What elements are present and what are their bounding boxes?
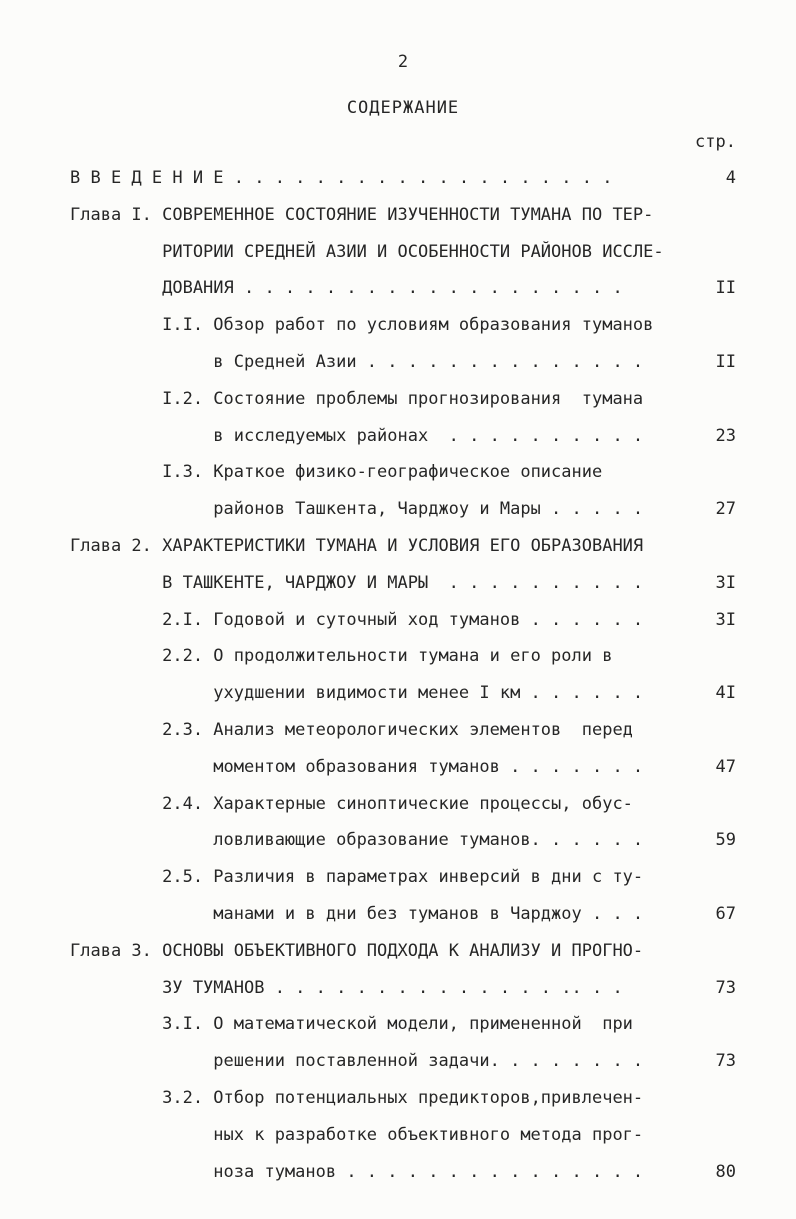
- toc-line: [70, 675, 736, 712]
- toc-line: [70, 344, 736, 381]
- toc-entry-text: 3.2. Отбор потенциальных предикторов,привлечен-: [162, 1087, 644, 1108]
- page-title: СОДЕРЖАНИЕ: [346, 98, 460, 118]
- toc-entry-text: В ТАШКЕНТЕ, ЧАРДЖОУ И МАРЫ . . . . . . . . . .: [162, 572, 644, 593]
- toc-entry-text: Глава 2. ХАРАКТЕРИСТИКИ ТУМАНА И УСЛОВИЯ ЕГО ОБРАЗОВАНИЯ: [70, 535, 644, 556]
- toc-line: [70, 933, 736, 970]
- toc-list: [70, 160, 736, 1190]
- toc-entry-text: Глава I. СОВРЕМЕННОЕ СОСТОЯНИЕ ИЗУЧЕННОСТИ ТУМАНА ПО ТЕР-: [70, 204, 654, 225]
- toc-entry-text: 2.3. Анализ метеорологических элементов перед: [162, 719, 633, 740]
- toc-line: [70, 749, 736, 786]
- toc-line: [70, 712, 736, 749]
- toc-entry-text: моментом образования туманов . . . . . . .: [213, 756, 644, 777]
- toc-line: [70, 234, 736, 271]
- toc-entry-text: решении поставленной задачи. . . . . . . .: [213, 1051, 644, 1072]
- toc-entry-text: ловливающие образование туманов. . . . . .: [213, 830, 644, 851]
- toc-line: [70, 197, 736, 234]
- toc-entry-text: 2.2. О продолжительности тумана и его роли в: [162, 646, 613, 667]
- toc-page-number: 4: [725, 168, 736, 188]
- toc-line: [70, 1006, 736, 1043]
- toc-page-number: 3I: [715, 572, 736, 593]
- toc-entry-text: 2.4. Характерные синоптические процессы, обус-: [162, 793, 633, 814]
- toc-line: [70, 970, 736, 1007]
- toc-line: [70, 896, 736, 933]
- toc-page-number: 3I: [715, 609, 736, 630]
- toc-entry-text: ноза туманов . . . . . . . . . . . . . . .: [213, 1161, 644, 1182]
- toc-page-number: 73: [715, 977, 736, 998]
- toc-entry-text: РИТОРИИ СРЕДНЕЙ АЗИИ И ОСОБЕННОСТИ РАЙОНОВ ИССЛЕ-: [162, 241, 664, 262]
- toc-line: [70, 1080, 736, 1117]
- toc-line: [70, 822, 736, 859]
- toc-page-number: II: [715, 351, 736, 372]
- toc-page-number: 4I: [715, 683, 736, 704]
- toc-line: [70, 565, 736, 602]
- toc-entry-text: ДОВАНИЯ . . . . . . . . . . . . . . . . . . .: [162, 278, 623, 299]
- toc-entry-text: ных к разработке объективного метода прог-: [213, 1124, 644, 1145]
- toc-line: [70, 307, 736, 344]
- toc-entry-text: ЗУ ТУМАНОВ . . . . . . . . . . . . . . .. . .: [162, 977, 623, 998]
- toc-page-number: 47: [715, 756, 736, 777]
- toc-entry-text: I.2. Состояние проблемы прогнозирования тумана: [162, 388, 644, 409]
- toc-entry-text: районов Ташкента, Чарджоу и Мары . . . . .: [213, 499, 644, 520]
- toc-entry-text: I.I. Обзор работ по условиям образования туманов: [162, 315, 654, 336]
- toc-entry-text: I.3. Краткое физико-географическое описание: [162, 462, 603, 483]
- toc-line: [70, 381, 736, 418]
- toc-line: [70, 418, 736, 455]
- toc-line: [70, 786, 736, 823]
- toc-line: [70, 160, 736, 197]
- toc-entry-text: манами и в дни без туманов в Чарджоу . . .: [213, 903, 644, 924]
- toc-entry-text: 2.I. Годовой и суточный ход туманов . . . . . .: [162, 609, 644, 630]
- toc-line: [70, 528, 736, 565]
- toc-line: [70, 638, 736, 675]
- toc-entry-text: в Средней Азии . . . . . . . . . . . . . .: [213, 351, 644, 372]
- toc-page-number: 27: [715, 499, 736, 520]
- page-number: 2: [397, 52, 409, 72]
- toc-entry-text: Глава 3. ОСНОВЫ ОБЪЕКТИВНОГО ПОДХОДА К АНАЛИЗУ И ПРОГНО-: [70, 940, 644, 961]
- toc-entry-text: 3.I. О математической модели, примененной при: [162, 1014, 633, 1035]
- toc-line: [70, 1117, 736, 1154]
- toc-entry-text: В В Е Д Е Н И Е . . . . . . . . . . . . . . . . . . .: [70, 168, 613, 188]
- toc-line: [70, 270, 736, 307]
- toc-line: [70, 454, 736, 491]
- toc-entry-text: ухудшении видимости менее I км . . . . . .: [213, 683, 644, 704]
- toc-line: [70, 859, 736, 896]
- toc-line: [70, 1043, 736, 1080]
- toc-line: [70, 1154, 736, 1191]
- toc-entry-text: в исследуемых районах . . . . . . . . . .: [213, 425, 644, 446]
- toc-page-number: 67: [715, 903, 736, 924]
- toc-page-number: 23: [715, 425, 736, 446]
- toc-entry-text: 2.5. Различия в параметрах инверсий в дни с ту-: [162, 867, 644, 888]
- toc-page-number: II: [715, 278, 736, 299]
- toc-page-number: 59: [715, 830, 736, 851]
- toc-line: [70, 491, 736, 528]
- toc-page-number: 80: [715, 1161, 736, 1182]
- toc-page-number: 73: [715, 1051, 736, 1072]
- toc-line: [70, 602, 736, 639]
- page-column-header: стр.: [695, 132, 736, 152]
